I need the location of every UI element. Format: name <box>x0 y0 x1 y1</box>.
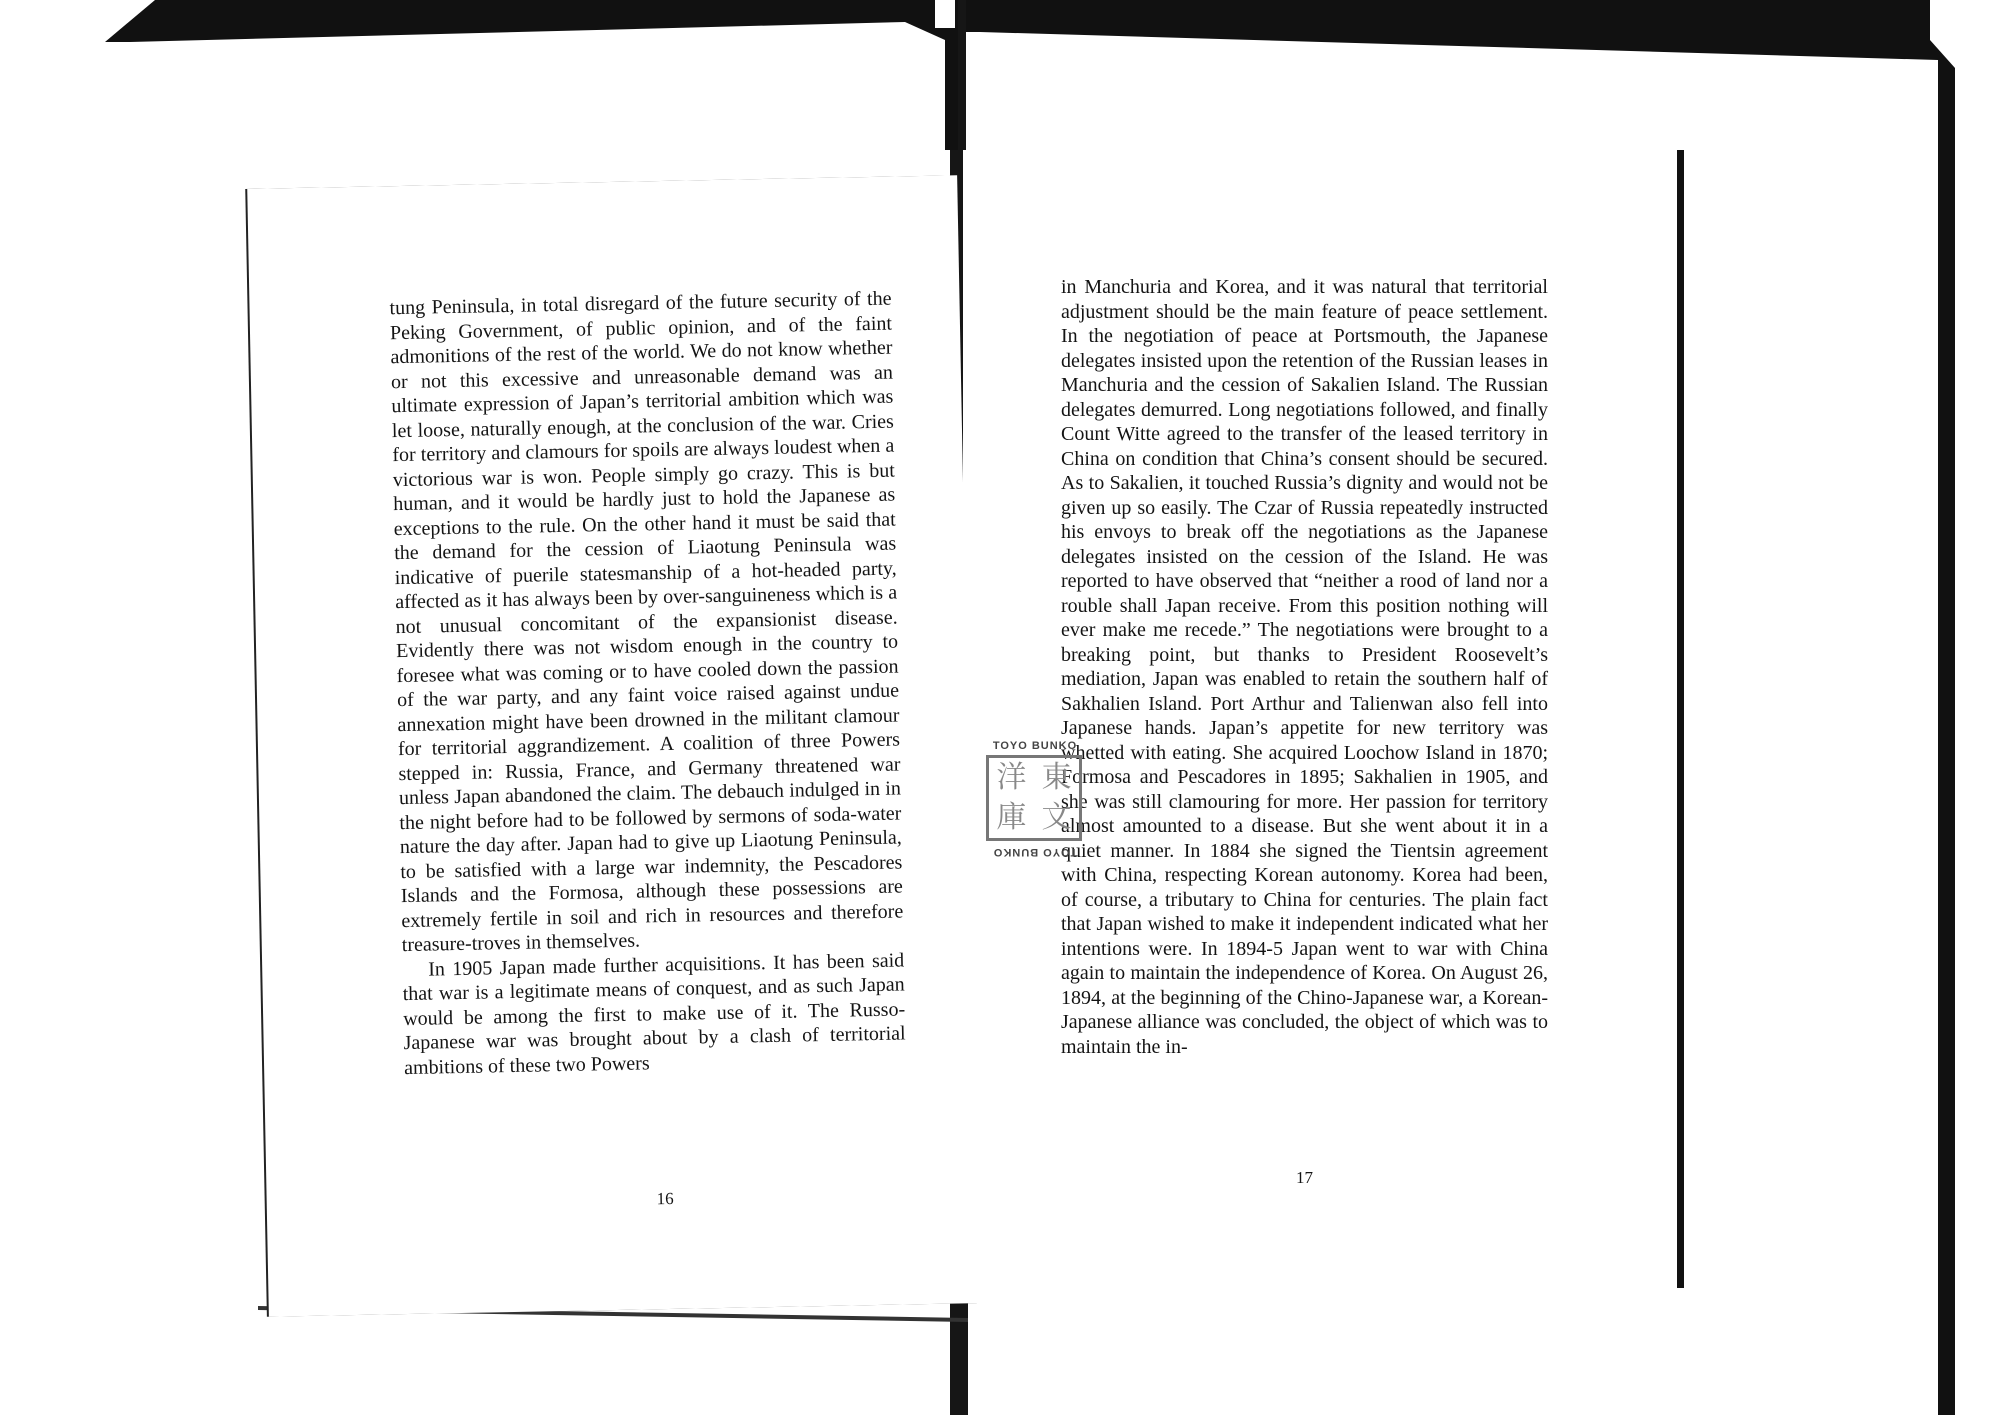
left-page-number: 16 <box>656 1188 674 1209</box>
left-page-text <box>389 287 906 1080</box>
stamp-top-text: TOYO BUNKO <box>992 740 1078 752</box>
stamp-char: 文 <box>1041 800 1072 835</box>
stamp-char: 庫 <box>996 800 1027 835</box>
left-paragraph-1: tung Peninsula, in total disregard of the future security of the Peking Government, of public opinion, and of the faint admonitions of the rest of the world. We do not know whether or not this excessive and unreasonable demand was an ultimate expression of Japan’s territorial ambition which was let loose, naturally enough, at the conclusion of the war. Cries for territory and clamours for spoils are always loudest when a victorious war is won. People simply go crazy. This is but human, and it would be hardly just to hold the Japanese as exceptions to the rule. On the other hand it must be said that the demand for the cession of Liaotung Peninsula was indicative of puerile statesmanship of a hot-headed party, affected as it has always been by over-sanguineness which is a not unusual concomitant of the expansionist disease. Evidently there was not wisdom enough in the country to foresee what was coming or to have cooled down the passion of the war party, and any faint voice raised against undue annexation might have been drowned in the militant clamour for territorial aggrandizement. A coalition of three Powers stepped in: Russia, France, and Germany threatened war unless Japan abandoned the claim. The debauch indulged in in the night before had to be followed by sermons of soda-water nature the day after. Japan had to give up Liaotung Peninsula, to be satisfied with a large war indemnity, the Pescadores Islands and the Formosa, although these possessions are extremely fertile in soil and rich in resources and therefore treasure-troves in themselves. <box>389 287 904 957</box>
left-paragraph-2: In 1905 Japan made further acquisitions. It has been said that war is a legitimate means of conquest, and as such Japan would be among the first to make use of it. The Russo-Japanese war was brought about by a clash of territorial ambitions of these two Powers <box>402 948 906 1079</box>
stamp-char: 洋 <box>996 760 1027 795</box>
right-page-number: 17 <box>1296 1168 1313 1187</box>
left-page <box>247 175 979 1316</box>
right-page <box>963 150 1684 1288</box>
stamp-char: 東 <box>1041 760 1072 795</box>
library-stamp <box>980 740 1090 858</box>
right-page-text <box>1061 275 1548 1059</box>
stamp-seal <box>986 755 1082 841</box>
right-paragraph-1: in Manchuria and Korea, and it was natural that territorial adjustment should be the main feature of peace settlement. In the negotiation of peace at Portsmouth, the Japanese delegates insisted upon the retention of the Russian leases in Manchuria and the cession of Sakalien Island. The Russian delegates demurred. Long negotiations followed, and finally Count Witte agreed to the transfer of the leased territory in China on condition that China’s consent should be secured. As to Sakalien, it touched Russia’s dignity and would not be given up so easily. The Czar of Russia repeatedly instructed his envoys to break off the negotiations as the Japanese delegates insisted on the cession of the Island. He was reported to have observed that “neither a rood of land nor a rouble shall Japan receive. From this position nothing will ever make me recede.” The negotiations were brought to a breaking point, but thanks to President Roosevelt’s mediation, Japan was enabled to retain the southern half of Sakhalien Island. Port Arthur and Talienwan also fell into Japanese hands. Japan’s appetite for new territory was whetted with eating. She acquired Loochow Island in 1870; Formosa and Pescadores in 1895; Sakhalien in 1905, and she was still clamouring for more. Her passion for territory almost amounted to a disease. But she went about it in a quiet manner. In 1884 she signed the Tientsin agreement with China, respecting Korean autonomy. Korea had been, of course, a tributary to China for centuries. The plain fact that Japan wished to make it independent indicated what her intentions were. In 1894-5 Japan went to war with China again to maintain the independence of Korea. On August 26, 1894, at the beginning of the Chino-Japanese war, a Korean-Japanese alliance was concluded, the object of which was to maintain the in- <box>1061 276 1548 1058</box>
stamp-bottom-text: TOYO BUNKO <box>992 846 1078 858</box>
